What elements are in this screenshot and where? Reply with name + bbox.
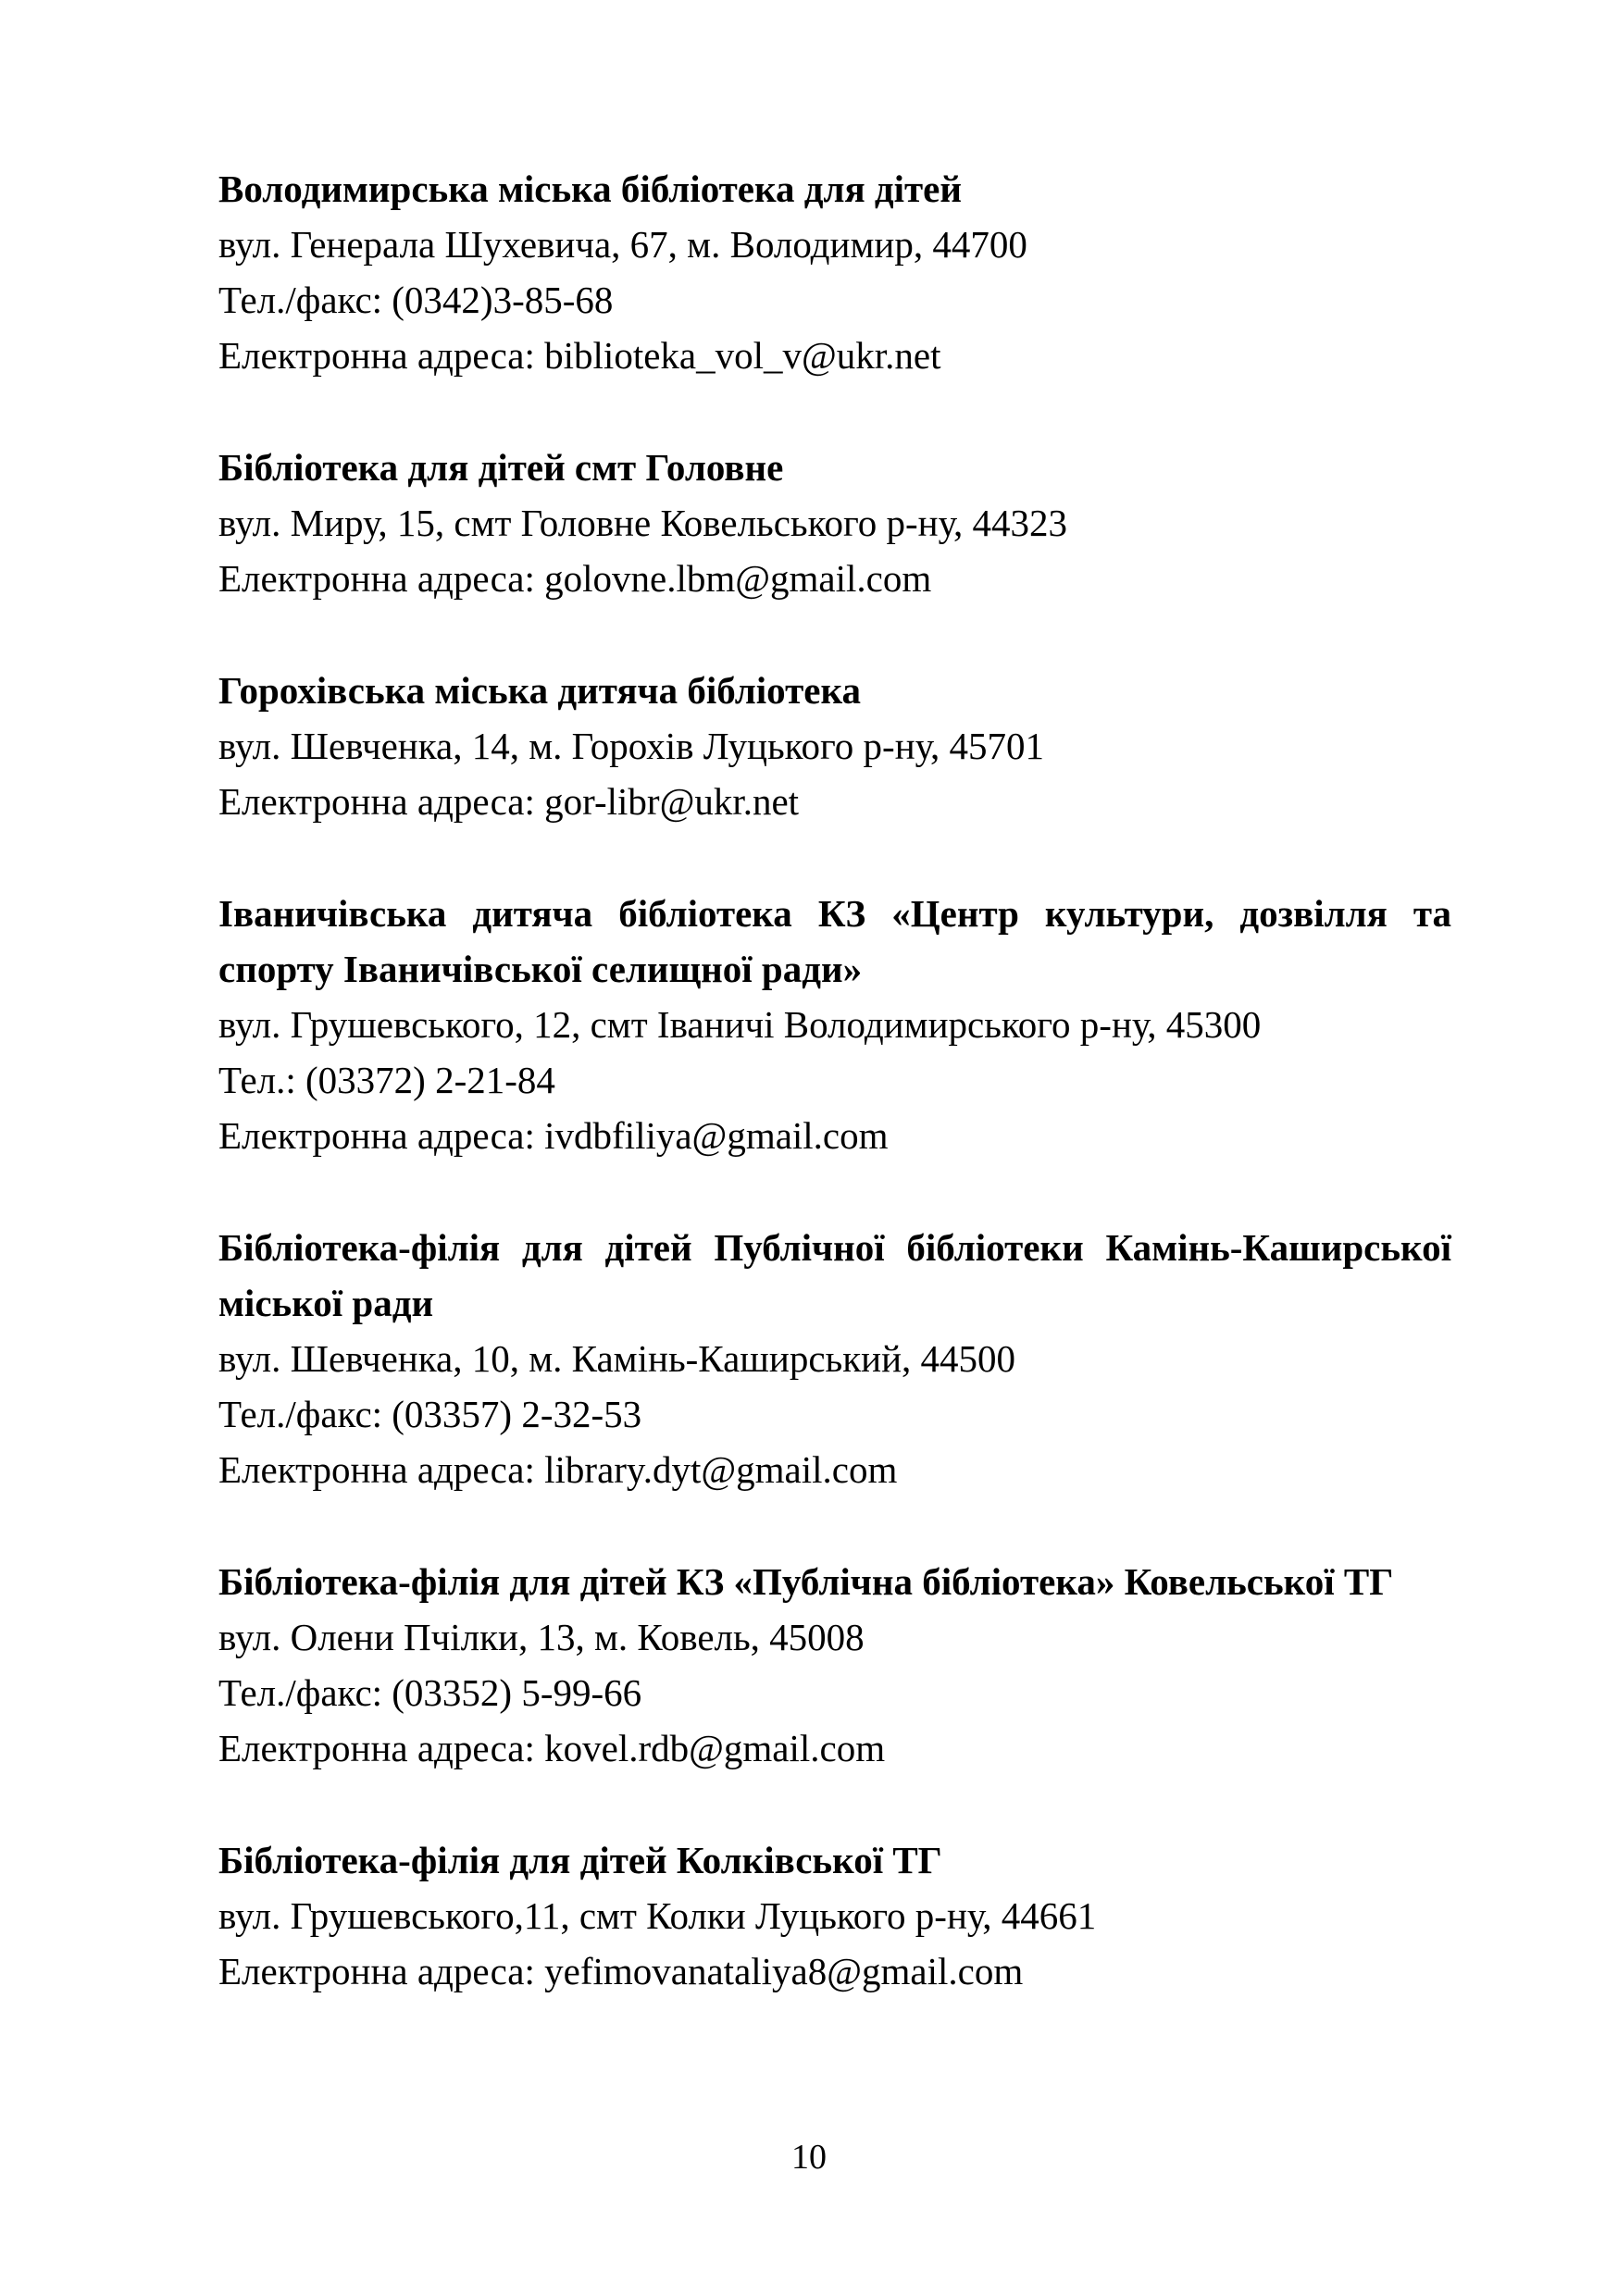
- library-title: Бібліотека-філія для дітей Колківської ТГ: [218, 1839, 942, 1881]
- library-title: Бібліотека для дітей смт Головне: [218, 446, 784, 489]
- library-email: Електронна адреса: biblioteka_vol_v@ukr.net: [218, 334, 941, 377]
- library-email: Електронна адреса: yefimovanataliya8@gmail.com: [218, 1950, 1024, 1992]
- library-title: Бібліотека-філія для дітей КЗ «Публічна бібліотека» Ковельської ТГ: [218, 1560, 1394, 1603]
- library-phone: Тел./факс: (0342)3-85-68: [218, 279, 614, 321]
- library-title: Горохівська міська дитяча бібліотека: [218, 669, 861, 712]
- library-phone: Тел.: (03372) 2-21-84: [218, 1059, 555, 1101]
- library-phone: Тел./факс: (03352) 5-99-66: [218, 1671, 642, 1714]
- page-number: 10: [791, 2138, 827, 2177]
- library-phone: Тел./факс: (03357) 2-32-53: [218, 1393, 642, 1435]
- library-address: вул. Шевченка, 10, м. Камінь-Каширський, 44500: [218, 1337, 1016, 1380]
- library-address: вул. Олени Пчілки, 13, м. Ковель, 45008: [218, 1616, 865, 1658]
- library-entry: [218, 1554, 1451, 1776]
- library-address: вул. Шевченка, 14, м. Горохів Луцького р-ну, 45701: [218, 725, 1045, 767]
- library-list: [218, 161, 1451, 2055]
- library-email: Електронна адреса: kovel.rdb@gmail.com: [218, 1727, 886, 1769]
- library-entry: [218, 1220, 1451, 1497]
- library-entry: [218, 886, 1451, 1163]
- library-entry: [218, 161, 1451, 383]
- library-address: вул. Грушевського, 12, смт Іваничі Володимирського р-ну, 45300: [218, 1003, 1262, 1046]
- library-email: Електронна адреса: gor-libr@ukr.net: [218, 780, 800, 823]
- library-address: вул. Миру, 15, смт Головне Ковельського р-ну, 44323: [218, 502, 1067, 544]
- library-title: Бібліотека-філія для дітей Публічної бібліотеки Камінь-Каширської міської ради: [218, 1226, 1451, 1324]
- library-entry: [218, 440, 1451, 606]
- library-title: Володимирська міська бібліотека для дітей: [218, 168, 963, 210]
- library-address: вул. Генерала Шухевича, 67, м. Володимир, 44700: [218, 223, 1027, 266]
- library-title: Іваничівська дитяча бібліотека КЗ «Центр культури, дозвілля та спорту Іваничівської селищної ради»: [218, 892, 1451, 990]
- library-entry: [218, 663, 1451, 829]
- library-email: Електронна адреса: ivdbfiliya@gmail.com: [218, 1114, 889, 1157]
- library-email: Електронна адреса: golovne.lbm@gmail.com: [218, 557, 932, 600]
- library-address: вул. Грушевського,11, смт Колки Луцького р-ну, 44661: [218, 1894, 1097, 1937]
- library-email: Електронна адреса: library.dyt@gmail.com: [218, 1448, 898, 1491]
- library-entry: [218, 1832, 1451, 1999]
